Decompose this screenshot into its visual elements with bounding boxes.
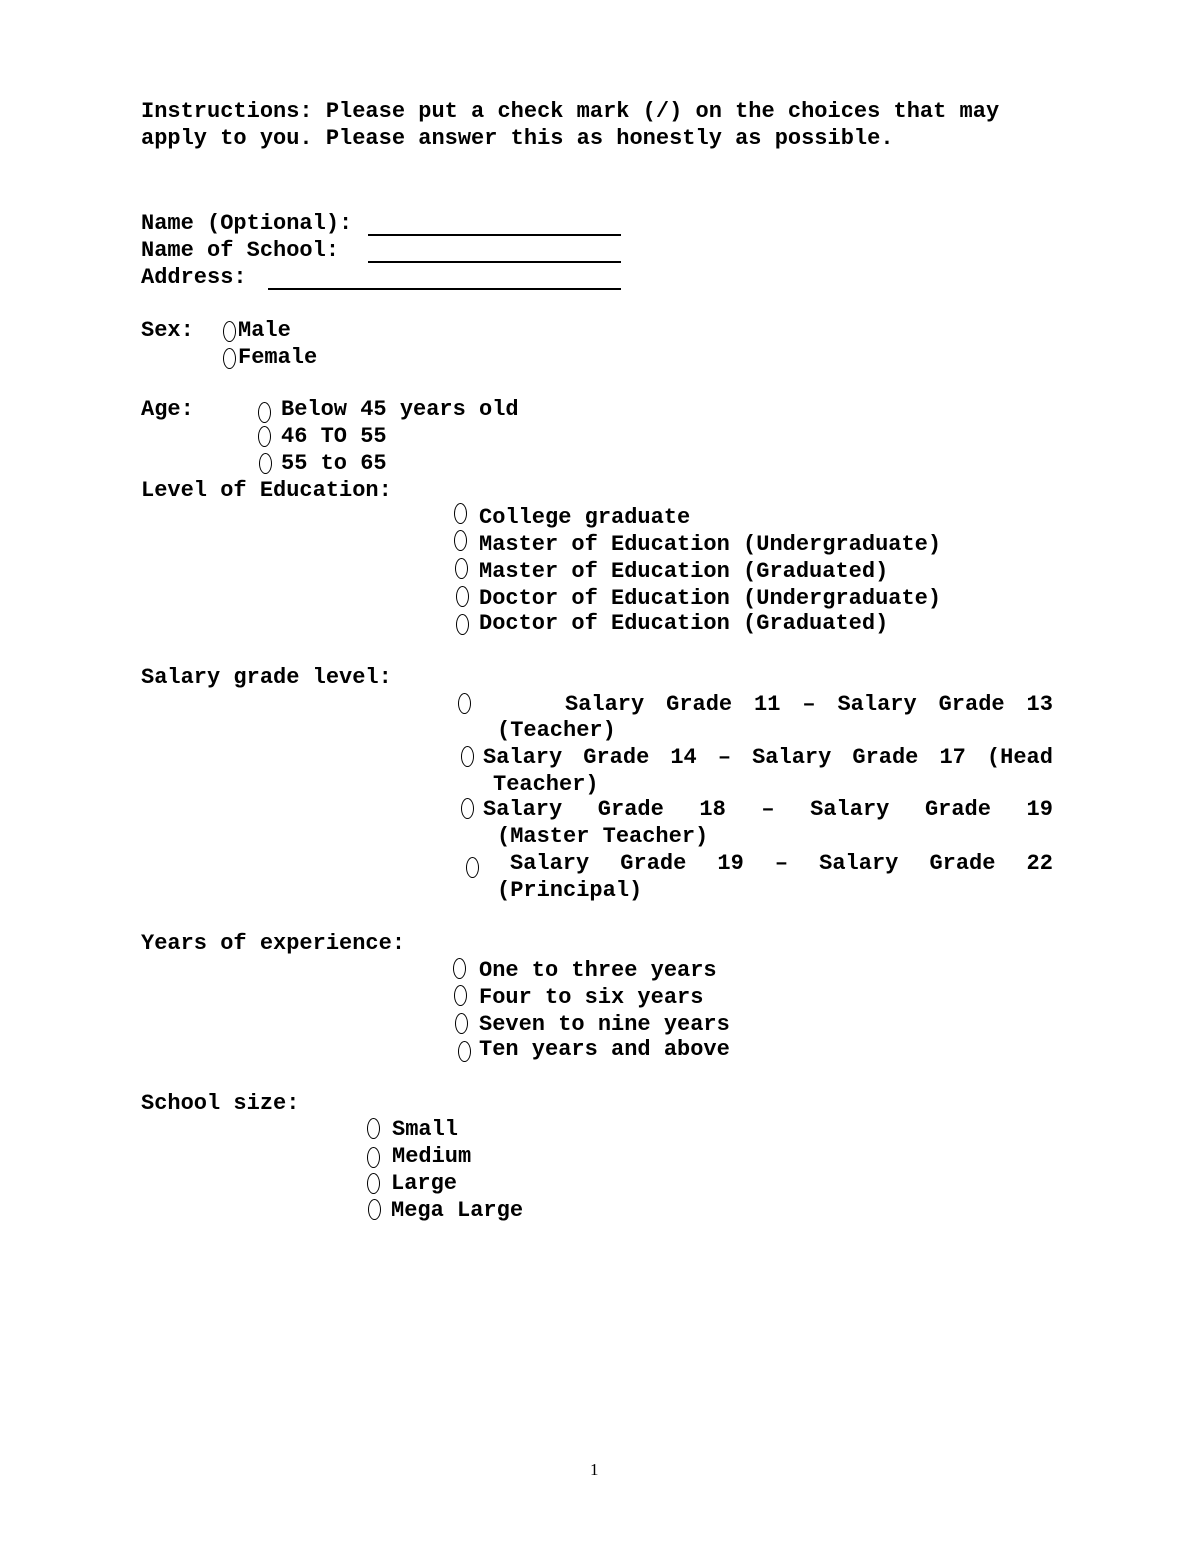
salary-word: Grade — [583, 745, 650, 770]
salary-word: – — [717, 745, 732, 770]
sex-female-radio[interactable] — [223, 348, 236, 369]
salary-option-4-line-1 — [510, 850, 1053, 877]
salary-option-1-line-2: (Teacher) — [497, 718, 616, 743]
salary-word: (Head — [986, 745, 1053, 770]
education-label: Level of Education: — [141, 478, 392, 503]
salary-option-3-line-2: (Master Teacher) — [497, 824, 709, 849]
salary-word: – — [802, 692, 816, 717]
experience-option-4-radio[interactable] — [458, 1041, 471, 1062]
salary-word: 14 — [670, 745, 697, 770]
education-option-5-radio[interactable] — [456, 614, 469, 635]
salary-word: Salary — [752, 745, 832, 770]
salary-word: – — [761, 797, 775, 822]
salary-word: Salary — [810, 797, 890, 822]
address-input-line[interactable] — [268, 288, 621, 290]
school-size-label: School size: — [141, 1091, 300, 1116]
experience-option-3-label: Seven to nine years — [479, 1012, 730, 1037]
education-option-2-label: Master of Education (Undergraduate) — [479, 532, 942, 557]
education-option-3-label: Master of Education (Graduated) — [479, 559, 889, 584]
salary-word: – — [774, 851, 789, 876]
age-option-1-radio[interactable] — [258, 402, 271, 423]
school-size-mega-large-radio[interactable] — [368, 1199, 381, 1220]
experience-option-1-label: One to three years — [479, 958, 717, 983]
experience-label: Years of experience: — [141, 931, 406, 956]
sex-male-label: Male — [238, 318, 291, 343]
salary-word: 17 — [939, 745, 966, 770]
salary-option-2-radio[interactable] — [461, 746, 474, 767]
salary-option-2-line-1 — [483, 744, 1053, 771]
sex-male-radio[interactable] — [223, 321, 236, 342]
salary-word: Salary — [819, 851, 899, 876]
education-option-3-radio[interactable] — [455, 558, 468, 579]
education-option-1-radio[interactable] — [454, 503, 467, 524]
salary-option-4-radio[interactable] — [466, 857, 479, 878]
salary-option-4-line-2: (Principal) — [497, 878, 643, 903]
sex-female-label: Female — [238, 345, 318, 370]
salary-word: Grade — [929, 851, 996, 876]
salary-option-2-line-2: Teacher) — [493, 772, 599, 797]
salary-word: Grade — [620, 851, 687, 876]
experience-option-4-label: Ten years and above — [479, 1037, 730, 1062]
education-option-1-label: College graduate — [479, 505, 691, 530]
salary-word: Salary — [510, 851, 590, 876]
salary-option-1-line-1 — [565, 691, 1053, 718]
school-size-small-radio[interactable] — [367, 1118, 380, 1139]
salary-label: Salary grade level: — [141, 665, 392, 690]
page-number: 1 — [590, 1460, 599, 1479]
age-option-2-label: 46 TO 55 — [281, 424, 387, 449]
address-label: Address: — [141, 265, 247, 290]
school-size-small-label: Small — [392, 1117, 459, 1142]
school-input-line[interactable] — [368, 261, 621, 263]
sex-label: Sex: — [141, 318, 194, 343]
age-label: Age: — [141, 397, 194, 422]
experience-option-3-radio[interactable] — [455, 1013, 468, 1034]
school-size-medium-label: Medium — [392, 1144, 472, 1169]
salary-option-3-radio[interactable] — [461, 798, 474, 819]
salary-word: Grade — [924, 797, 991, 822]
age-option-3-label: 55 to 65 — [281, 451, 387, 476]
age-option-1-label: Below 45 years old — [281, 397, 519, 422]
instructions-line-2: apply to you. Please answer this as honestly as possible. — [141, 126, 894, 151]
experience-option-2-radio[interactable] — [454, 985, 467, 1006]
salary-word: 13 — [1026, 692, 1053, 717]
age-option-2-radio[interactable] — [258, 426, 271, 447]
salary-word: 19 — [1026, 797, 1053, 822]
salary-word: 22 — [1026, 851, 1053, 876]
name-input-line[interactable] — [368, 234, 621, 236]
salary-word: Salary — [837, 692, 917, 717]
experience-option-2-label: Four to six years — [479, 985, 704, 1010]
salary-word: 11 — [754, 692, 781, 717]
school-label: Name of School: — [141, 238, 340, 263]
experience-option-1-radio[interactable] — [453, 958, 466, 979]
salary-word: Grade — [597, 797, 664, 822]
age-option-3-radio[interactable] — [259, 453, 272, 474]
education-option-2-radio[interactable] — [454, 530, 467, 551]
salary-word: Grade — [666, 692, 733, 717]
salary-word: 18 — [699, 797, 726, 822]
instructions-line-1: Instructions: Please put a check mark (/) on the choices that may — [141, 99, 1000, 124]
salary-word: Grade — [852, 745, 919, 770]
salary-word: Salary — [483, 745, 563, 770]
school-size-large-radio[interactable] — [367, 1173, 380, 1194]
salary-option-3-line-1 — [483, 796, 1053, 823]
school-size-large-label: Large — [391, 1171, 458, 1196]
education-option-5-label: Doctor of Education (Graduated) — [479, 611, 889, 636]
salary-word: Salary — [565, 692, 645, 717]
school-size-mega-large-label: Mega Large — [391, 1198, 524, 1223]
salary-word: 19 — [717, 851, 744, 876]
education-option-4-label: Doctor of Education (Undergraduate) — [479, 586, 942, 611]
salary-word: Grade — [938, 692, 1005, 717]
school-size-medium-radio[interactable] — [367, 1147, 380, 1168]
salary-word: Salary — [483, 797, 563, 822]
salary-option-1-radio[interactable] — [458, 693, 471, 714]
name-label: Name (Optional): — [141, 211, 353, 236]
education-option-4-radio[interactable] — [456, 586, 469, 607]
